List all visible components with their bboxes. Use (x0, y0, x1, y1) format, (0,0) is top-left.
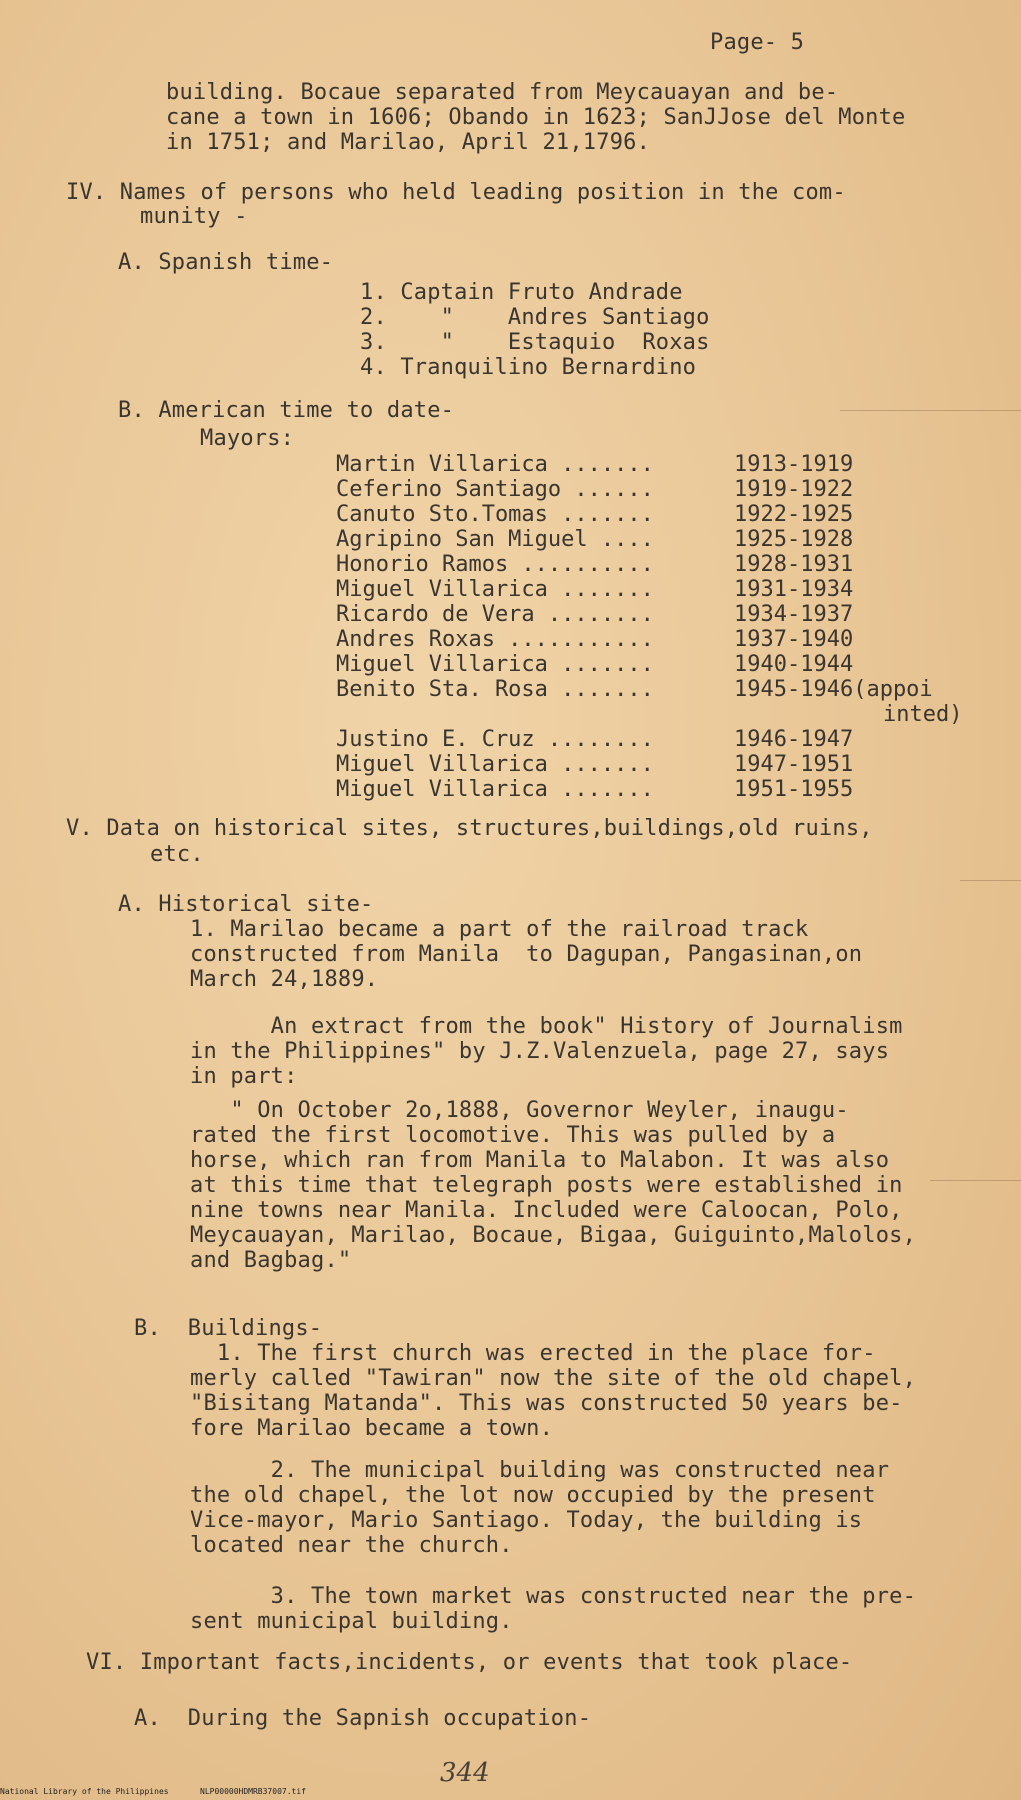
historical-site-heading: A. Historical site- (118, 892, 374, 917)
buildings-heading: B. Buildings- (134, 1316, 323, 1341)
spanish-occupation-heading: A. During the Sapnish occupation- (134, 1706, 592, 1731)
extract-paragraph: An extract from the book" History of Journalism in the Philippines" by J.Z.Valenzuela, page 27, says in part: (190, 1014, 903, 1089)
spanish-time-heading: A. Spanish time- (118, 250, 334, 275)
mayors-label: Mayors: (200, 426, 295, 451)
library-credit: National Library of the Philippines (0, 1787, 169, 1796)
section-iv-heading: IV. Names of persons who held leading position in the com- (66, 180, 846, 205)
handwritten-page-number: 344 (440, 1758, 490, 1788)
page-header: Page- 5 (710, 30, 805, 55)
section-v-heading: V. Data on historical sites, structures,buildings,old ruins, (66, 816, 873, 841)
buildings-item-3: 3. The town market was constructed near the pre- sent municipal building. (190, 1584, 917, 1634)
section-iv-heading-cont: munity - (140, 204, 248, 229)
file-identifier: NLP00000HDMRB37007.tif (200, 1787, 306, 1796)
quote-paragraph: " On October 2o,1888, Governor Weyler, inaugu- rated the first locomotive. This was pulled by a horse, which ran from Manila to Malabon. It was also at this time that telegraph posts were established in nine towns near Manila. Included were Caloocan, Polo, Meycauayan, Marilao, Bocaue, Bigaa, Guiguinto,Malolos, and Bagbag." (190, 1098, 917, 1273)
historical-site-item: 1. Marilao became a part of the railroad track constructed from Manila to Dagupan, Pangasinan,on March 24,1889. (190, 917, 863, 992)
buildings-item-1: 1. The first church was erected in the place for- merly called "Tawiran" now the site of the old chapel, "Bisitang Matanda". This was constructed 50 years be- fore Marilao became a town. (190, 1341, 917, 1441)
list-item: 1. Captain Fruto Andrade (360, 280, 683, 305)
buildings-item-2: 2. The municipal building was constructed near the old chapel, the lot now occupied by the present Vice-mayor, Mario Santiago. Today, the building is located near the church. (190, 1458, 890, 1558)
list-item: 2. " Andres Santiago (360, 305, 710, 330)
intro-paragraph: building. Bocaue separated from Meycauayan and be- cane a town in 1606; Obando in 1623; SanJJose del Monte in 1751; and Marilao, April 21,1796. (166, 80, 906, 155)
list-item: 4. Tranquilino Bernardino (360, 355, 697, 380)
section-v-heading-cont: etc. (150, 842, 204, 867)
section-vi-heading: VI. Important facts,incidents, or events that took place- (86, 1650, 853, 1675)
list-item: 3. " Estaquio Roxas (360, 330, 710, 355)
spanish-time-list (360, 280, 710, 380)
document-page: Page- 5 building. Bocaue separated from Meycauayan and be- cane a town in 1606; Obando in 1623; SanJJose del Monte in 1751; and Marilao, April 21,1796. IV. Names of persons who held leading position in the com- munity - A. Spanish time- 1. Captain Fruto Andrade 2. " Andres Santiago 3. " Estaquio Roxas 4. Tranquilino Bernardino B. American time to date- Mayors: Martin Villarica ....... 1913-1919 Ceferino Santiago ...... 1919-1922 Canuto Sto.Tomas ....... 1922-1925 Agripino San Miguel .... 1925-1928 Honorio Ramos .......... 1928-1931 Miguel Villarica ....... 1931-1934 Ricardo de Vera ........ 1934-1937 Andres Roxas ........... 1937-1940 Miguel Villarica ....... 1940-1944 Benito Sta. Rosa ....... 1945-1946(appoi inted) Justino E. Cruz ........ 1946-1947 Miguel Villarica ....... 1947-1951 Miguel Villarica ....... 1951-1955 V. Data on historical sites, structures,buildings,old ruins, etc. A. Historical site- 1. Marilao became a part of the railroad track constructed from Manila to Dagupan, Pangasinan,on March 24,1889. An extract from the book" History of Journalism in the Philippines" by J.Z.Valenzuela, page 27, says in part: " On October 2o,1888, Governor Weyler, inaugu- rated the first locomotive. This was pulled by a horse, which ran from Manila to Malabon. It was also at this time that telegraph posts were established in nine towns near Manila. Included were Caloocan, Polo, Meycauayan, Marilao, Bocaue, Bigaa, Guiguinto,Malolos, and Bagbag." B. Buildings- 1. The first church was erected in the place for- merly called "Tawiran" now the site of the old chapel, "Bisitang Matanda". This was constructed 50 years be- fore Marilao became a town. 2. The municipal building was constructed near the old chapel, the lot now occupied by the present Vice-mayor, Mario Santiago. Today, the building is located near the church. 3. The town market was constructed near the pre- sent municipal building. VI. Important facts,incidents, or events that took place- A. During the Sapnish occupation- 344 National Library of the Philippines NLP00000HDMRB37007.tif (0, 0, 1021, 1800)
american-time-heading: B. American time to date- (118, 398, 455, 423)
